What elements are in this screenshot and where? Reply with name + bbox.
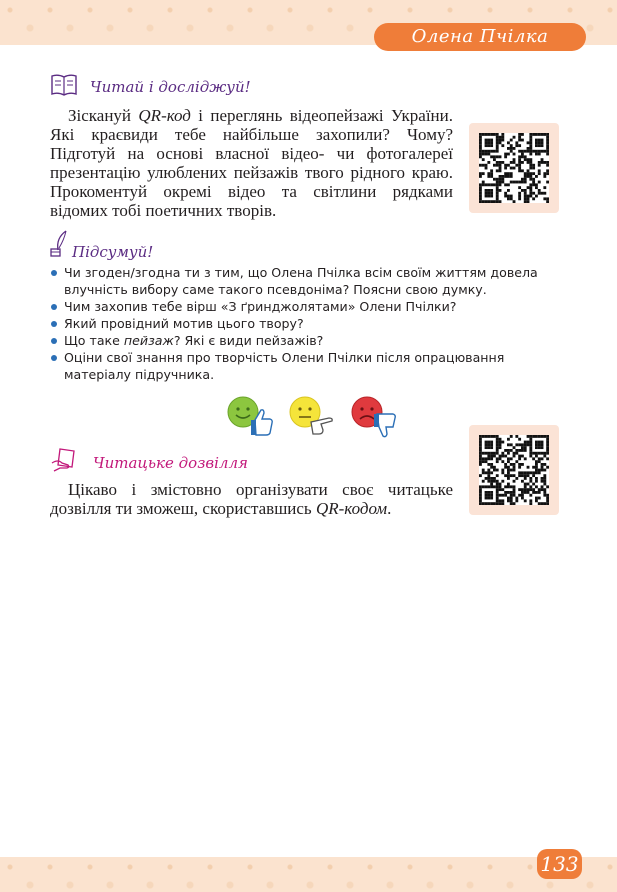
happy-face-thumbs-up-icon[interactable] <box>228 397 272 435</box>
author-header-tab: Олена Пчілка <box>374 23 586 51</box>
bottom-ornament-band <box>0 857 617 892</box>
qr-code-icon <box>479 133 549 203</box>
list-item-text: Який провідний мотив цього твору? <box>64 316 304 331</box>
read-text-em: QR-код <box>138 106 191 125</box>
read-paragraph <box>50 106 453 220</box>
list-item-text: Чим захопив тебе вірш «З ґринджолятами» Олени Пчілки? <box>64 299 457 314</box>
list-item-em: пейзаж <box>123 333 174 348</box>
section-title-read: Читай і досліджуй! <box>90 78 251 96</box>
list-item-text: Оціни свої знання про творчість Олени Пчілки після опрацювання матеріалу підручника. <box>64 350 505 382</box>
list-item <box>50 264 562 298</box>
sad-face-thumbs-down-icon[interactable] <box>352 397 395 437</box>
read-text-before: Зіскануй <box>68 106 139 125</box>
page-number: 133 <box>537 849 582 879</box>
hand-with-book-icon <box>50 447 80 473</box>
list-item-text: ? Які є види пейзажів? <box>173 333 324 348</box>
section-title-summary: Підсумуй! <box>72 243 154 261</box>
open-book-icon <box>50 72 78 98</box>
list-item <box>50 298 562 315</box>
list-item-text: Чи згоден/згодна ти з тим, що Олена Пчілка всім своїм життям довела влучність вибору саме такого псевдоніма? Поясни свою думку. <box>64 265 538 297</box>
qr-code-videos[interactable] <box>469 123 559 213</box>
list-item <box>50 349 562 383</box>
list-item-text: Що таке <box>64 333 124 348</box>
section-title-leisure: Читацьке дозвілля <box>93 454 248 472</box>
neutral-face-pointing-icon[interactable] <box>290 397 332 434</box>
qr-code-icon <box>479 435 549 505</box>
quill-inkwell-icon <box>48 230 70 258</box>
leisure-text-em: QR-кодом <box>315 499 388 518</box>
leisure-paragraph <box>50 480 453 518</box>
read-text-after: і переглянь відеопейзажі України. Які краєвиди тебе найбільше захопили? Чому? Підготуй на основі власної відео- чи фотогалереї презентацію улюблених пейзажів твого рідного краю. Прокоментуй окремі відео та світлини рядками відомих тобі поетичних творів. <box>50 106 454 220</box>
leisure-text-before: Цікаво і змістовно організувати своє читацьке дозвілля ти зможеш, скориставшись <box>50 480 453 518</box>
list-item <box>50 315 562 332</box>
qr-code-leisure[interactable] <box>469 425 559 515</box>
leisure-text-after: . <box>387 499 392 518</box>
list-item <box>50 332 562 349</box>
summary-question-list <box>50 264 562 383</box>
self-rating-icons <box>225 394 405 440</box>
